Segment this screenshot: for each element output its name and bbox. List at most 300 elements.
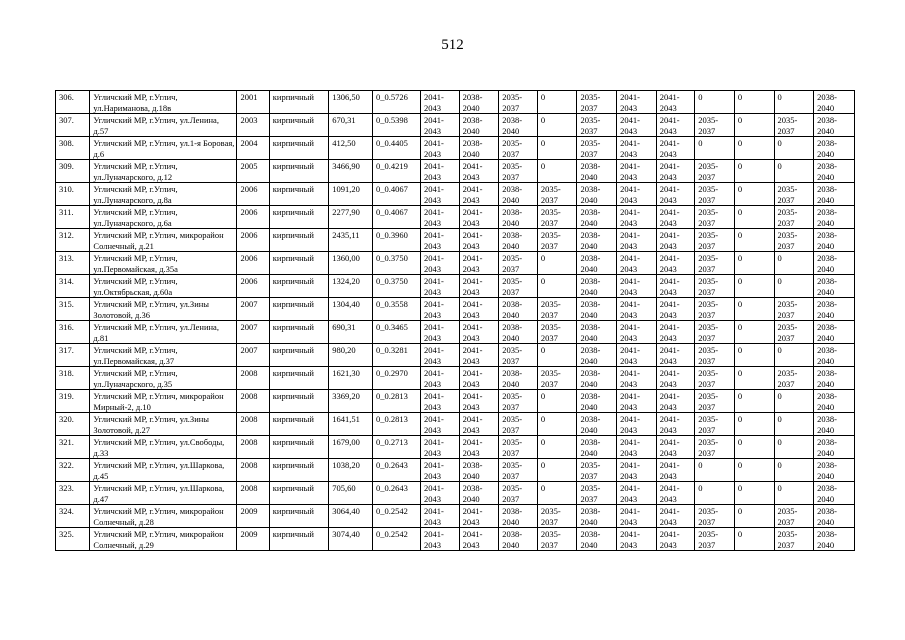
cell-term-11: 2038-2040: [814, 298, 855, 321]
cell-year-built: 2001: [237, 91, 269, 114]
cell-row-number: 317.: [56, 344, 90, 367]
cell-wear-index: 0_0.2813: [373, 413, 421, 436]
cell-wall-material: кирпичный: [269, 91, 328, 114]
cell-term-7: 2041-2043: [656, 137, 695, 160]
table-row: [56, 321, 855, 344]
cell-term-7: 2041-2043: [656, 344, 695, 367]
cell-address: Угличский МР, г.Углич, ул.Луначарского, д.6а: [90, 206, 237, 229]
cell-term-1: 2041-2043: [421, 229, 460, 252]
cell-wall-material: кирпичный: [269, 482, 328, 505]
cell-term-2: 2041-2043: [459, 160, 499, 183]
cell-term-10: 2035-2037: [774, 298, 814, 321]
table-row: [56, 252, 855, 275]
cell-term-3: 2035-2037: [499, 459, 538, 482]
cell-term-5: 2038-2040: [577, 344, 617, 367]
cell-wear-index: 0_0.2813: [373, 390, 421, 413]
cell-wall-material: кирпичный: [269, 344, 328, 367]
cell-term-7: 2041-2043: [656, 390, 695, 413]
cell-year-built: 2007: [237, 321, 269, 344]
cell-term-9: 0: [734, 505, 774, 528]
cell-term-9: 0: [734, 206, 774, 229]
cell-area: 3369,20: [329, 390, 373, 413]
cell-term-7: 2041-2043: [656, 321, 695, 344]
cell-term-8: 0: [695, 91, 735, 114]
cell-area: 2277,90: [329, 206, 373, 229]
cell-term-2: 2041-2043: [459, 206, 499, 229]
cell-term-10: 0: [774, 275, 814, 298]
cell-term-1: 2041-2043: [421, 344, 460, 367]
cell-term-5: 2038-2040: [577, 436, 617, 459]
cell-term-8: 2035-2037: [695, 321, 735, 344]
cell-wear-index: 0_0.3558: [373, 298, 421, 321]
cell-wear-index: 0_0.5726: [373, 91, 421, 114]
cell-term-2: 2041-2043: [459, 252, 499, 275]
cell-address: Угличский МР, г.Углич, ул.Зины Золотовой, д.27: [90, 413, 237, 436]
cell-term-4: 2035-2037: [537, 183, 577, 206]
cell-term-10: 0: [774, 252, 814, 275]
cell-term-9: 0: [734, 252, 774, 275]
cell-term-11: 2038-2040: [814, 252, 855, 275]
cell-term-11: 2038-2040: [814, 390, 855, 413]
cell-term-1: 2041-2043: [421, 482, 460, 505]
cell-term-1: 2041-2043: [421, 459, 460, 482]
cell-term-4: 2035-2037: [537, 229, 577, 252]
cell-term-3: 2038-2040: [499, 528, 538, 551]
cell-year-built: 2008: [237, 413, 269, 436]
cell-term-8: 2035-2037: [695, 344, 735, 367]
cell-row-number: 313.: [56, 252, 90, 275]
cell-term-6: 2041-2043: [617, 275, 657, 298]
cell-wear-index: 0_0.4067: [373, 206, 421, 229]
table-row: [56, 505, 855, 528]
cell-term-3: 2038-2040: [499, 206, 538, 229]
cell-term-5: 2038-2040: [577, 298, 617, 321]
cell-term-10: 0: [774, 459, 814, 482]
cell-term-10: 0: [774, 344, 814, 367]
cell-term-11: 2038-2040: [814, 275, 855, 298]
table-row: [56, 114, 855, 137]
cell-term-5: 2038-2040: [577, 229, 617, 252]
cell-wear-index: 0_0.3465: [373, 321, 421, 344]
cell-term-5: 2038-2040: [577, 160, 617, 183]
cell-wall-material: кирпичный: [269, 137, 328, 160]
cell-term-6: 2041-2043: [617, 413, 657, 436]
cell-term-7: 2041-2043: [656, 482, 695, 505]
cell-wear-index: 0_0.3960: [373, 229, 421, 252]
cell-term-8: 2035-2037: [695, 160, 735, 183]
cell-wall-material: кирпичный: [269, 206, 328, 229]
cell-term-3: 2038-2040: [499, 505, 538, 528]
cell-term-7: 2041-2043: [656, 413, 695, 436]
cell-term-9: 0: [734, 321, 774, 344]
cell-term-3: 2035-2037: [499, 482, 538, 505]
cell-term-4: 0: [537, 91, 577, 114]
cell-term-2: 2041-2043: [459, 183, 499, 206]
cell-address: Угличский МР, г.Углич, ул.Луначарского, д.12: [90, 160, 237, 183]
cell-year-built: 2006: [237, 206, 269, 229]
cell-term-4: 0: [537, 390, 577, 413]
cell-term-8: 0: [695, 459, 735, 482]
table-row: [56, 91, 855, 114]
cell-area: 980,20: [329, 344, 373, 367]
cell-wear-index: 0_0.2643: [373, 459, 421, 482]
cell-term-1: 2041-2043: [421, 114, 460, 137]
cell-term-4: 0: [537, 160, 577, 183]
cell-wall-material: кирпичный: [269, 459, 328, 482]
cell-term-6: 2041-2043: [617, 436, 657, 459]
cell-address: Угличский МР, г.Углич, микрорайон Солнечный, д.21: [90, 229, 237, 252]
cell-area: 3466,90: [329, 160, 373, 183]
cell-term-9: 0: [734, 367, 774, 390]
cell-area: 705,60: [329, 482, 373, 505]
cell-term-5: 2035-2037: [577, 482, 617, 505]
cell-row-number: 320.: [56, 413, 90, 436]
cell-address: Угличский МР, г.Углич, ул.Зины Золотовой, д.36: [90, 298, 237, 321]
cell-term-7: 2041-2043: [656, 114, 695, 137]
cell-wall-material: кирпичный: [269, 275, 328, 298]
cell-term-9: 0: [734, 390, 774, 413]
cell-term-11: 2038-2040: [814, 413, 855, 436]
cell-term-4: 0: [537, 413, 577, 436]
cell-term-2: 2041-2043: [459, 413, 499, 436]
cell-term-2: 2038-2040: [459, 114, 499, 137]
cell-term-4: 0: [537, 252, 577, 275]
cell-term-10: 2035-2037: [774, 206, 814, 229]
cell-term-6: 2041-2043: [617, 160, 657, 183]
cell-address: Угличский МР, г.Углич, микрорайон Мирный-2, д.10: [90, 390, 237, 413]
cell-term-1: 2041-2043: [421, 321, 460, 344]
cell-term-2: 2041-2043: [459, 436, 499, 459]
cell-address: Угличский МР, г.Углич, микрорайон Солнечный, д.29: [90, 528, 237, 551]
cell-term-3: 2035-2037: [499, 91, 538, 114]
cell-year-built: 2009: [237, 505, 269, 528]
cell-term-3: 2035-2037: [499, 160, 538, 183]
cell-term-4: 2035-2037: [537, 298, 577, 321]
cell-term-5: 2038-2040: [577, 206, 617, 229]
cell-term-6: 2041-2043: [617, 229, 657, 252]
cell-term-2: 2041-2043: [459, 390, 499, 413]
cell-term-7: 2041-2043: [656, 229, 695, 252]
cell-term-8: 2035-2037: [695, 229, 735, 252]
cell-term-8: 2035-2037: [695, 436, 735, 459]
cell-term-5: 2038-2040: [577, 390, 617, 413]
cell-term-11: 2038-2040: [814, 321, 855, 344]
cell-term-2: 2041-2043: [459, 275, 499, 298]
cell-year-built: 2008: [237, 482, 269, 505]
cell-term-6: 2041-2043: [617, 390, 657, 413]
housing-register-table: [55, 90, 855, 551]
cell-wall-material: кирпичный: [269, 505, 328, 528]
cell-term-3: 2038-2040: [499, 229, 538, 252]
table-row: [56, 436, 855, 459]
cell-term-5: 2038-2040: [577, 367, 617, 390]
cell-term-1: 2041-2043: [421, 390, 460, 413]
cell-term-3: 2035-2037: [499, 436, 538, 459]
cell-year-built: 2008: [237, 436, 269, 459]
cell-wear-index: 0_0.2970: [373, 367, 421, 390]
cell-wear-index: 0_0.4219: [373, 160, 421, 183]
cell-address: Угличский МР, г.Углич, ул.Ленина, д.57: [90, 114, 237, 137]
cell-term-2: 2041-2043: [459, 344, 499, 367]
cell-term-1: 2041-2043: [421, 137, 460, 160]
cell-address: Угличский МР, г.Углич, ул.1-я Боровая, д.6: [90, 137, 237, 160]
cell-term-3: 2035-2037: [499, 390, 538, 413]
cell-wear-index: 0_0.2542: [373, 505, 421, 528]
cell-term-10: 0: [774, 436, 814, 459]
cell-term-9: 0: [734, 344, 774, 367]
cell-term-4: 2035-2037: [537, 367, 577, 390]
cell-term-6: 2041-2043: [617, 206, 657, 229]
cell-term-9: 0: [734, 229, 774, 252]
cell-term-9: 0: [734, 137, 774, 160]
cell-area: 412,50: [329, 137, 373, 160]
cell-term-10: 2035-2037: [774, 183, 814, 206]
cell-term-9: 0: [734, 459, 774, 482]
cell-term-5: 2035-2037: [577, 91, 617, 114]
cell-year-built: 2008: [237, 390, 269, 413]
cell-year-built: 2007: [237, 298, 269, 321]
cell-term-6: 2041-2043: [617, 482, 657, 505]
cell-address: Угличский МР, г.Углич, ул.Ленина, д.81: [90, 321, 237, 344]
cell-term-9: 0: [734, 275, 774, 298]
cell-year-built: 2006: [237, 183, 269, 206]
cell-term-2: 2041-2043: [459, 367, 499, 390]
cell-term-7: 2041-2043: [656, 275, 695, 298]
table-row: [56, 275, 855, 298]
cell-term-6: 2041-2043: [617, 528, 657, 551]
cell-term-7: 2041-2043: [656, 91, 695, 114]
cell-address: Угличский МР, г.Углич, ул.Октябрьская, д.60а: [90, 275, 237, 298]
cell-term-9: 0: [734, 413, 774, 436]
cell-term-4: 2035-2037: [537, 528, 577, 551]
cell-term-2: 2041-2043: [459, 298, 499, 321]
cell-wear-index: 0_0.3281: [373, 344, 421, 367]
cell-wear-index: 0_0.4405: [373, 137, 421, 160]
cell-area: 1360,00: [329, 252, 373, 275]
cell-term-1: 2041-2043: [421, 505, 460, 528]
cell-area: 1038,20: [329, 459, 373, 482]
cell-wear-index: 0_0.4067: [373, 183, 421, 206]
cell-term-1: 2041-2043: [421, 206, 460, 229]
cell-term-3: 2035-2037: [499, 413, 538, 436]
cell-term-9: 0: [734, 298, 774, 321]
cell-row-number: 314.: [56, 275, 90, 298]
cell-term-3: 2035-2037: [499, 252, 538, 275]
table-row: [56, 160, 855, 183]
cell-term-11: 2038-2040: [814, 137, 855, 160]
cell-term-8: 0: [695, 482, 735, 505]
cell-term-9: 0: [734, 436, 774, 459]
page-number: 512: [441, 37, 464, 53]
cell-area: 1621,30: [329, 367, 373, 390]
cell-term-8: 2035-2037: [695, 206, 735, 229]
table-row: [56, 459, 855, 482]
cell-term-5: 2038-2040: [577, 505, 617, 528]
cell-term-7: 2041-2043: [656, 206, 695, 229]
cell-term-7: 2041-2043: [656, 298, 695, 321]
cell-term-10: 0: [774, 413, 814, 436]
cell-term-6: 2041-2043: [617, 321, 657, 344]
cell-term-7: 2041-2043: [656, 459, 695, 482]
cell-term-2: 2038-2040: [459, 459, 499, 482]
cell-term-10: 0: [774, 137, 814, 160]
cell-term-11: 2038-2040: [814, 229, 855, 252]
cell-term-8: 2035-2037: [695, 114, 735, 137]
cell-term-2: 2038-2040: [459, 482, 499, 505]
cell-term-3: 2038-2040: [499, 321, 538, 344]
cell-term-4: 2035-2037: [537, 206, 577, 229]
cell-row-number: 312.: [56, 229, 90, 252]
cell-term-2: 2038-2040: [459, 137, 499, 160]
cell-wear-index: 0_0.3750: [373, 275, 421, 298]
cell-year-built: 2003: [237, 114, 269, 137]
table-row: [56, 344, 855, 367]
cell-address: Угличский МР, г.Углич, ул.Луначарского, д.8а: [90, 183, 237, 206]
cell-term-10: 2035-2037: [774, 505, 814, 528]
cell-term-6: 2041-2043: [617, 183, 657, 206]
cell-term-1: 2041-2043: [421, 298, 460, 321]
cell-term-10: 2035-2037: [774, 321, 814, 344]
cell-wall-material: кирпичный: [269, 367, 328, 390]
cell-area: 1091,20: [329, 183, 373, 206]
table-row: [56, 528, 855, 551]
cell-wall-material: кирпичный: [269, 390, 328, 413]
cell-term-11: 2038-2040: [814, 344, 855, 367]
table-row: [56, 413, 855, 436]
cell-term-3: 2038-2040: [499, 183, 538, 206]
cell-area: 1304,40: [329, 298, 373, 321]
cell-term-3: 2038-2040: [499, 367, 538, 390]
table-body: [56, 91, 855, 551]
cell-row-number: 321.: [56, 436, 90, 459]
cell-term-5: 2038-2040: [577, 321, 617, 344]
cell-term-11: 2038-2040: [814, 459, 855, 482]
cell-term-11: 2038-2040: [814, 505, 855, 528]
cell-year-built: 2008: [237, 459, 269, 482]
cell-wall-material: кирпичный: [269, 252, 328, 275]
cell-term-8: 0: [695, 137, 735, 160]
cell-term-2: 2041-2043: [459, 229, 499, 252]
cell-term-8: 2035-2037: [695, 298, 735, 321]
cell-wall-material: кирпичный: [269, 436, 328, 459]
cell-term-4: 2035-2037: [537, 505, 577, 528]
cell-area: 690,31: [329, 321, 373, 344]
cell-term-1: 2041-2043: [421, 528, 460, 551]
cell-term-4: 0: [537, 482, 577, 505]
cell-area: 3074,40: [329, 528, 373, 551]
cell-term-11: 2038-2040: [814, 160, 855, 183]
cell-row-number: 308.: [56, 137, 90, 160]
cell-term-2: 2041-2043: [459, 505, 499, 528]
cell-term-7: 2041-2043: [656, 252, 695, 275]
cell-term-3: 2035-2037: [499, 137, 538, 160]
cell-wall-material: кирпичный: [269, 183, 328, 206]
cell-term-5: 2038-2040: [577, 413, 617, 436]
table-row: [56, 137, 855, 160]
cell-term-8: 2035-2037: [695, 275, 735, 298]
cell-term-10: 0: [774, 91, 814, 114]
cell-term-1: 2041-2043: [421, 367, 460, 390]
cell-term-1: 2041-2043: [421, 252, 460, 275]
cell-term-11: 2038-2040: [814, 114, 855, 137]
cell-term-4: 0: [537, 344, 577, 367]
cell-year-built: 2008: [237, 367, 269, 390]
cell-term-5: 2035-2037: [577, 114, 617, 137]
cell-term-7: 2041-2043: [656, 160, 695, 183]
cell-area: 1306,50: [329, 91, 373, 114]
cell-term-8: 2035-2037: [695, 390, 735, 413]
cell-address: Угличский МР, г.Углич, ул.Первомайская, д.37: [90, 344, 237, 367]
cell-term-8: 2035-2037: [695, 183, 735, 206]
cell-term-6: 2041-2043: [617, 344, 657, 367]
cell-row-number: 323.: [56, 482, 90, 505]
cell-term-7: 2041-2043: [656, 436, 695, 459]
table-row: [56, 183, 855, 206]
cell-term-3: 2035-2037: [499, 275, 538, 298]
cell-area: 3064,40: [329, 505, 373, 528]
table-row: [56, 482, 855, 505]
cell-term-10: 0: [774, 390, 814, 413]
cell-year-built: 2007: [237, 344, 269, 367]
cell-term-11: 2038-2040: [814, 436, 855, 459]
cell-term-11: 2038-2040: [814, 206, 855, 229]
cell-term-4: 0: [537, 436, 577, 459]
cell-term-3: 2038-2040: [499, 298, 538, 321]
table-row: [56, 367, 855, 390]
cell-term-1: 2041-2043: [421, 183, 460, 206]
cell-term-9: 0: [734, 528, 774, 551]
cell-term-8: 2035-2037: [695, 528, 735, 551]
cell-address: Угличский МР, г.Углич, ул.Свободы, д.33: [90, 436, 237, 459]
cell-term-4: 0: [537, 137, 577, 160]
cell-term-7: 2041-2043: [656, 505, 695, 528]
cell-address: Угличский МР, г.Углич, микрорайон Солнечный, д.28: [90, 505, 237, 528]
cell-term-8: 2035-2037: [695, 505, 735, 528]
cell-row-number: 319.: [56, 390, 90, 413]
cell-wall-material: кирпичный: [269, 298, 328, 321]
cell-term-6: 2041-2043: [617, 505, 657, 528]
cell-address: Угличский МР, г.Углич, ул.Луначарского, д.35: [90, 367, 237, 390]
cell-area: 1679,00: [329, 436, 373, 459]
cell-term-3: 2038-2040: [499, 114, 538, 137]
cell-row-number: 315.: [56, 298, 90, 321]
cell-term-11: 2038-2040: [814, 367, 855, 390]
cell-year-built: 2006: [237, 252, 269, 275]
cell-term-8: 2035-2037: [695, 413, 735, 436]
cell-term-7: 2041-2043: [656, 183, 695, 206]
cell-wall-material: кирпичный: [269, 528, 328, 551]
cell-term-5: 2035-2037: [577, 137, 617, 160]
cell-row-number: 322.: [56, 459, 90, 482]
cell-term-6: 2041-2043: [617, 252, 657, 275]
cell-wear-index: 0_0.2643: [373, 482, 421, 505]
cell-area: 2435,11: [329, 229, 373, 252]
cell-year-built: 2006: [237, 275, 269, 298]
cell-address: Угличский МР, г.Углич, ул.Нариманова, д.18в: [90, 91, 237, 114]
cell-wall-material: кирпичный: [269, 160, 328, 183]
cell-term-6: 2041-2043: [617, 298, 657, 321]
cell-term-10: 0: [774, 160, 814, 183]
cell-row-number: 325.: [56, 528, 90, 551]
cell-term-7: 2041-2043: [656, 367, 695, 390]
table-row: [56, 298, 855, 321]
cell-year-built: 2006: [237, 229, 269, 252]
cell-term-11: 2038-2040: [814, 183, 855, 206]
cell-term-6: 2041-2043: [617, 459, 657, 482]
cell-term-4: 2035-2037: [537, 321, 577, 344]
cell-area: 1641,51: [329, 413, 373, 436]
cell-term-8: 2035-2037: [695, 252, 735, 275]
